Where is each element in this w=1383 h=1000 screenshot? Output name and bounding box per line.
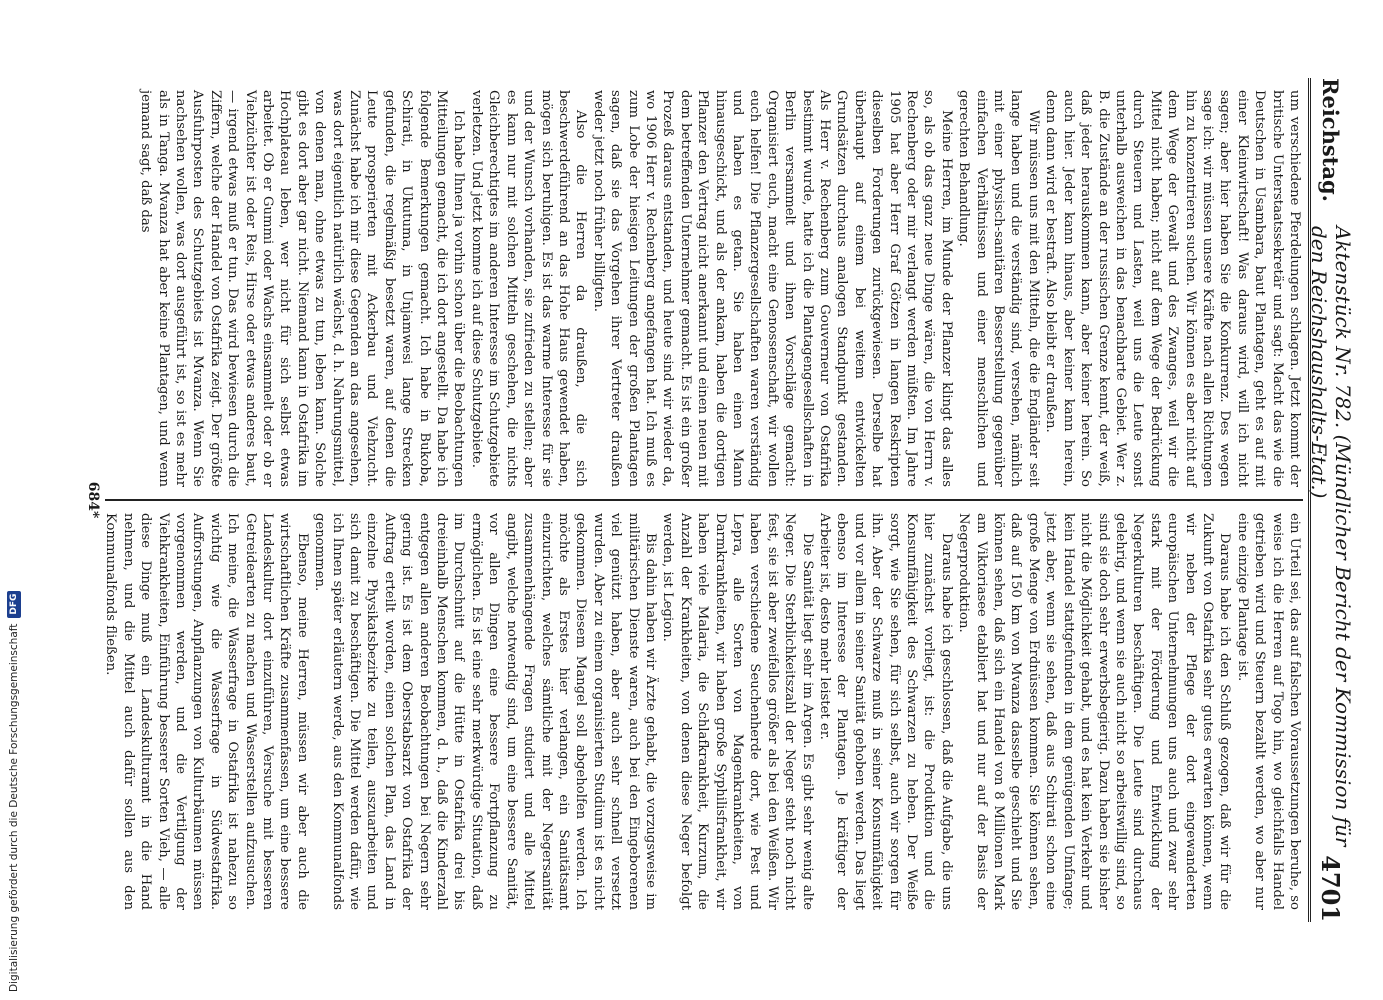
- paragraph: Meine Herren, im Munde der Pflanzer klingt das alles so, als ob das ganz neue Dinge wären, die von Herrn v. Rechenberg oder mir verlangt werden müßten. Im Jahre 1905 hat aber Herr Graf Götzen in langen Reskripten dieselben Forderungen zurückgewiesen. Derselbe hat überhaupt auf einem bei weitem entwickelten Grundsätzen durchaus analogen Standpunkt gestanden. Als Herr v. Rechenberg zum Gouverneur von Ostafrika bestimmt wurde, hatte ich die Plantagengesellschaften in Berlin versammelt und ihnen Vorschläge gemacht: Organisiert euch, macht eine Genossenschaft, wir wollen euch helfen! Die Pflanzergesellschaften waren verständig und haben es getan. Sie haben einen Mann hinausgeschickt, und als der ankam, haben die dortigen Pflanzer den Vertrag nicht anerkannt und einen neuen mit dem betreffenden Unternehmer gemacht. Es ist ein großer Prozeß daraus entstanden, und heute sind wir wieder da, wo 1906 Herr v. Rechenberg angefangen hat. Ich muß es zum Lobe der hiesigen Leitungen der großen Plantagen sagen, daß sie das Vorgehen ihrer Vertreter draußen weder jetzt noch früher billigten.: [590, 90, 954, 487]
- footer-number: 684*: [85, 481, 101, 519]
- paragraph: um verschiedene Pferdelungen schlagen. Jetzt kommt der britische Unterstaatssekretär und sagt: Macht das wie die Deutschen in Usambara, baut Plantagen, geht es auf mit einer Kleinwirtschaft! Was daraus wird, will ich nicht sagen; aber hier haben Sie die Konkurrenz. Des wegen sage ich: wir müssen unsere Kräfte nach allen Richtungen hin zu konzentrieren suchen. Wir können es aber nicht auf dem Wege der Gewalt und des Zwanges, weil wir die Mittel nicht haben; nicht auf dem Wege der Bedrückung durch Steuern und Lasten, weil uns die Leute sonst unterhalb ausweichen in das benachbarte Gebiet. Wer z. B. die Zustände an der russischen Grenze kennt, der weiß, daß jeder herauskommen kann, aber keiner herein. So auch hier. Jeder kann hinaus, aber keiner kann herein, denn dann wird er bestraft. Also bleibt er draußen.: [1043, 90, 1302, 487]
- paragraph: Ebenso, meine Herren, müssen wir aber auch die wirtschaftlichen Kräfte zusammenfassen, um eine bessere Landeskultur dort einzuführen, Versuche mit besseren Getreidearten zu machen und Wasserstellen aufzusuchen. Ich meine, die Wasserfrage in Ostafrika ist nahezu so wichtig wie die Wasserfrage in Südwestafrika. Aufforstungen, Anpflanzungen von Kulturbäumen müssen vorgenommen werden, und die Vertilgung der Viehkrankheiten, Einführung besserer Sorten Vieh, — alle diese Dinge muß ein Landeskulturamt in die Hand nehmen, und die Mittel auch dafür sollen aus den Kommunalfonds fließen.: [103, 513, 310, 910]
- scanned-page: [81, 60, 1361, 940]
- dfg-logo-icon: DFG: [7, 591, 21, 618]
- paragraph: Also die Herren da draußen, die sich beschwerdeführend an das Hohe Haus gewendet haben, mögen sich beruhigen. Es ist das warme Interesse für sie und der Wunsch vorhanden, sie zufrieden zu stellen; aber es kann nur mit solchen Mitteln geschehen, die nichts Gleichberechtigtes im anderen Interesse im Schutzgebiete verletzen. Und jetzt komme ich auf diese Schutzgebiete.: [468, 90, 589, 487]
- paragraph: Daraus habe ich geschlossen, daß die Aufgabe, die uns hier zunächst vorliegt, ist: die Produktion und die Konsumfähigkeit des Schwarzen zu heben. Der Weiße sorgt, wie Sie sehen, für sich selbst, auch wir sorgen für ihn. Aber der Schwarze muß in seiner Konsumfähigkeit und vor allem in seiner Sanität gehoben werden. Das liegt ebenso im Interesse der Plantagen. Je kräftiger der Arbeiter ist, desto mehr leistet er.: [817, 513, 954, 910]
- header-section: Reichstag.: [1318, 78, 1344, 202]
- header-title: Aktenstück Nr. 782. (Mündlicher Bericht der Kommission für den Reichshaushalts-Etat.): [1307, 225, 1355, 847]
- page-number: 4701: [1316, 855, 1346, 922]
- funding-note: [6, 593, 22, 992]
- funding-text: Digitalisierung gefördert durch die Deutsche Forschungsgemeinschaft: [8, 623, 20, 992]
- text-columns: [105, 78, 1303, 922]
- column-right: [105, 501, 1303, 922]
- paragraph: Die Sanität liegt sehr im Argen. Es gibt sehr wenig alte Neger. Die Sterblichkeitszahl der Neger steht noch nicht fest, sie ist aber zweifellos größer als bei den Weißen. Wir haben verschiedene Seuchenherde dort, wie Pest und Lepra, alle Sorten von Magenkrankheiten, von Darmkrankheiten, wir haben große Syphilisfrankheit, wir haben viele Malaria, die Schlafkrankheit, Kurzum, die Anzahl der Krankheiten, von denen diese Neger befolgt werden, ist Legion.: [660, 513, 815, 910]
- paragraph: ein Urteil sei, das auf falschen Voraussetzungen beruhe, so weise ich die Herren auf Togo hin, wo gleichfalls Handel getrieben wird und Steuern bezahlt werden, wo aber nur eine einzige Plantage ist.: [1234, 513, 1302, 910]
- paragraph: Ich habe Ihnen ja vorhin schon über die Beobachtungen Mitteilungen gemacht, die ich dort angestellt. Da habe ich folgende Bemerkungen gemacht. Ich habe in Bukoba, Schirati, in Ukutuma, in Unjamwesi lange Strecken gefunden, die regelmäßig besetzt waren, auf denen die Leute prosperierten mit Ackerbau und Viehzucht. Zunächst habe ich mir diese Gegenden an das angesehen, was dort eigentlich natürlich wächst, d. h. Nahrungsmittel, von denen man, ohne etwas zu tun, leben kann. Solche gibt es dort aber gar nicht. Niemand kann in Ostafrika im Hochplateau leben, wer nicht für sich selbst etwas arbeitet. Ob er Gummi oder Wachs einsammelt oder ob er Viehzüchter ist oder Reis, Hirse oder etwas anderes baut, — irgend etwas muß er tun. Das wird bewiesen durch die Ziffern, welche der Handel von Ostafrika zeigt. Der größte Ausfuhrposten des Schutzgebiets ist Mvanza. Wenn Sie nachsehen wollen, was dort ausgeführt ist, so ist es mehr als in Tanga. Mvanza hat aber keine Plantagen, und wenn jemand sagt, daß das: [138, 90, 467, 487]
- page-header: [1307, 78, 1355, 922]
- paragraph: Daraus habe ich den Schluß gezogen, daß wir für die Zukunft von Ostafrika sehr gutes erwarten können, wenn wir neben der Pflege der dort eingewanderten europäischen Unternehmungen uns auch und zwar sehr stark mit der Förderung und Entwicklung der Negerkulturen beschäftigen. Die Leute sind durchaus gelehrig, und wenn sie auch nicht so arbeitswillig sind, so sind sie doch sehr erwerbsbegierig. Dazu haben sie bisher nicht die Möglichkeit gehabt, und es hat kein Verkehr und kein Handel stattgefunden in dem genügenden Umfange; jetzt aber, wenn sie sehen, daß aus Schirati schon eine große Menge von Erdnüssen kommen. Sie können sehen, daß auf 150 km von Mvanza dasselbe geschieht und Sie können sehen, daß sich ein Handel von 8 Millionen Mark am Viktoriasee etabliert hat und nur auf der Basis der Negerproduktion.: [956, 513, 1233, 910]
- paragraph: Bis dahin haben wir Ärzte gehabt, die vorzugsweise im militärischen Dienste waren, auch bei den Eingeborenen viel genützt haben, aber auch sehr schnell versetzt wurden. Aber zu einem organisierten Studium ist es nicht gekommen. Diesem Mangel soll abgeholfen werden. Ich möchte als Erstes hier verlangen, ein Sanitätsamt einzurichten, welches sämtliche mit der Negersanität zusammenhängende Fragen studiert und alle Mittel angibt, welche notwendig sind, um eine bessere Sanität, vor allen Dingen eine bessere Fortpflanzung zu ermöglichen. Es ist eine sehr merkwürdige Situation, daß im Durchschnitt auf die Hütte in Ostafrika drei bis dreieinhalb Menschen kommen, d. h., daß die Kinderzahl entgegen allen anderen Beobachtungen bei Negern sehr gering ist. Es ist dem Oberstabsarzt von Ostafrika der Auftrag erteilt worden, einen solchen Plan, das Land in einzelne Physikatsbezirke zu teilen, auszuarbeiten und sich damit zu beschäftigen. Die Mittel werden dafür, wie ich Ihnen später erläutern werde, aus den Kommunalfonds genommen.: [312, 513, 658, 910]
- paragraph: Wir müssen uns mit den Mitteln, die die Engländer seit lange haben und die verständig sind, versehen, nämlich mit einer physisch-sanitären Besserstellung gegenüber einfachen Verhältnissen und einer menschlichen und gerechten Behandlung.: [956, 90, 1041, 487]
- column-left: [105, 78, 1303, 499]
